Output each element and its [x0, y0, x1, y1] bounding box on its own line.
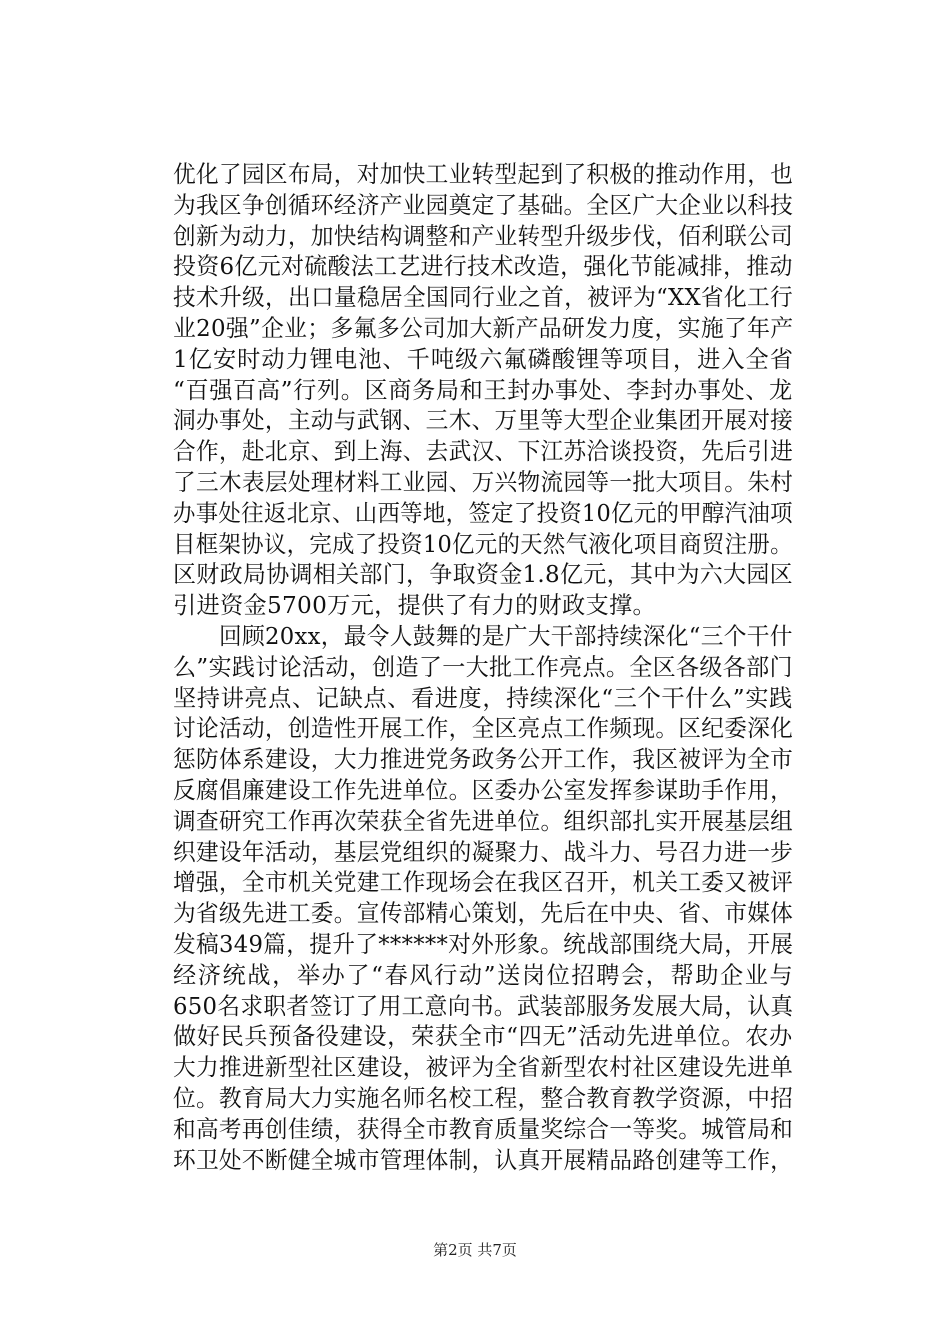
body-text: [173, 160, 793, 1176]
text-line: 为省级先进工委。宣传部精心策划，先后在中央、省、市媒体: [173, 900, 794, 928]
text-line: 大力推进新型社区建设，被评为全省新型农村社区建设先进单: [173, 1054, 794, 1082]
text-line: 织建设年活动，基层党组织的凝聚力、战斗力、号召力进一步: [173, 838, 794, 866]
text-line: 投资6亿元对硫酸法工艺进行技术改造，强化节能减排，推动: [173, 253, 793, 281]
text-line: 惩防体系建设，大力推进党务政务公开工作，我区被评为全市: [173, 746, 794, 774]
text-line: 经济统战，举办了“春风行动”送岗位招聘会，帮助企业与: [173, 961, 795, 989]
text-line: 位。教育局大力实施名师名校工程，整合教育教学资源，中招: [173, 1084, 794, 1112]
text-line: 和高考再创佳绩，获得全市教育质量奖综合一等奖。城管局和: [173, 1115, 794, 1143]
text-line: 洞办事处，主动与武钢、三木、万里等大型企业集团开展对接: [173, 407, 794, 435]
text-line: 坚持讲亮点、记缺点、看进度，持续深化“三个干什么”实践: [173, 684, 793, 712]
text-line: 650名求职者签订了用工意向书。武装部服务发展大局，认真: [173, 992, 794, 1020]
text-line: 环卫处不断健全城市管理体制，认真开展精品路创建等工作，: [173, 1146, 794, 1174]
text-line: 技术升级，出口量稳居全国同行业之首，被评为“XX省化工行: [173, 284, 793, 312]
text-line: 引进资金5700万元，提供了有力的财政支撑。: [173, 592, 656, 620]
text-line: “百强百高”行列。区商务局和王封办事处、李封办事处、龙: [173, 376, 793, 404]
text-line: 区财政局协调相关部门，争取资金1.8亿元，其中为六大园区: [173, 561, 793, 589]
text-line: 办事处往返北京、山西等地，签定了投资10亿元的甲醇汽油项: [173, 499, 793, 527]
text-line: 反腐倡廉建设工作先进单位。区委办公室发挥参谋助手作用，: [173, 776, 794, 804]
text-line: 增强，全市机关党建工作现场会在我区召开，机关工委又被评: [173, 869, 794, 897]
text-line: 了三木表层处理材料工业园、万兴物流园等一批大项目。朱村: [173, 468, 794, 496]
text-line: 合作，赴北京、到上海、去武汉、下江苏洽谈投资，先后引进: [173, 438, 794, 466]
text-line: 发稿349篇，提升了******对外形象。统战部围绕大局，开展: [173, 930, 794, 958]
text-line: 么”实践讨论活动，创造了一大批工作亮点。全区各级各部门: [173, 653, 793, 681]
text-line: 做好民兵预备役建设，荣获全市“四无”活动先进单位。农办: [173, 1023, 793, 1051]
text-line: 目框架协议，完成了投资10亿元的天然气液化项目商贸注册。: [173, 530, 793, 558]
text-line: 优化了园区布局，对加快工业转型起到了积极的推动作用，也: [173, 161, 794, 188]
text-line: 讨论活动，创造性开展工作，全区亮点工作频现。区纪委深化: [173, 715, 794, 743]
text-line: 1亿安时动力锂电池、千吨级六氟磷酸锂等项目，进入全省: [173, 345, 794, 373]
text-line: 调查研究工作再次荣获全省先进单位。组织部扎实开展基层组: [173, 807, 794, 835]
text-line: 创新为动力，加快结构调整和产业转型升级步伐，佰利联公司: [173, 222, 794, 250]
page-footer: 第2页 共7页: [433, 1241, 517, 1259]
text-line: 回顾20xx，最令人鼓舞的是广大干部持续深化“三个干什: [173, 622, 793, 650]
text-line: 业20强”企业；多氟多公司加大新产品研发力度，实施了年产: [173, 314, 794, 342]
text-line: 为我区争创循环经济产业园奠定了基础。全区广大企业以科技: [173, 191, 794, 219]
